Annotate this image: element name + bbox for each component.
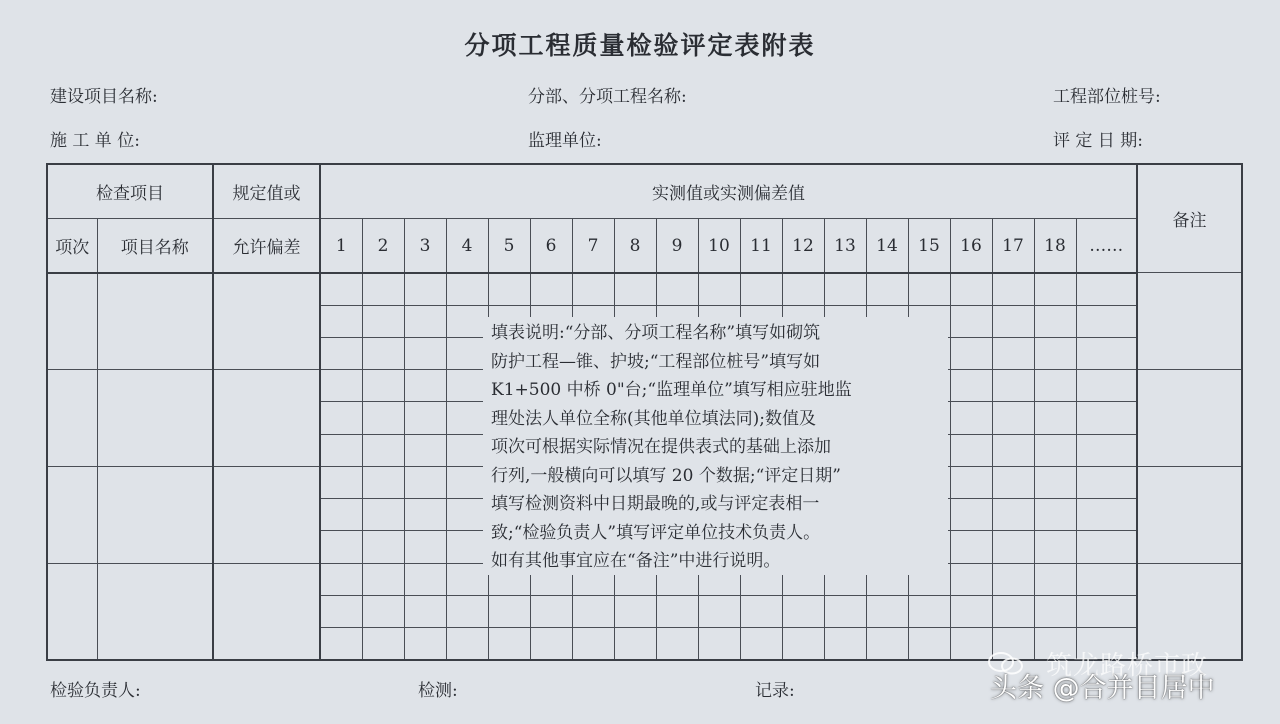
measured-value-cell[interactable] <box>908 273 950 305</box>
measured-value-cell[interactable] <box>488 595 530 627</box>
measured-value-cell[interactable] <box>782 273 824 305</box>
column-number: 8 <box>614 219 656 273</box>
spec-header-line2: 允许偏差 <box>213 219 320 273</box>
measured-value-cell[interactable] <box>1076 466 1137 498</box>
note-line: 致;“检验负责人”填写评定单位技术负责人。 <box>491 522 821 543</box>
measured-value-cell[interactable] <box>320 402 362 434</box>
eval-date-label: 评 定 日 期: <box>1053 131 1143 151</box>
measured-value-cell[interactable] <box>488 628 530 660</box>
note-line: 理处法人单位全称(其他单位填法同);数值及 <box>491 408 816 429</box>
measured-value-cell[interactable] <box>530 595 572 627</box>
measured-value-cell[interactable] <box>404 563 446 595</box>
item-no-cell[interactable] <box>47 370 97 467</box>
measured-value-cell[interactable] <box>362 402 404 434</box>
remarks-header: 备注 <box>1137 164 1242 273</box>
remarks-cell[interactable] <box>1137 273 1242 370</box>
column-number: 5 <box>488 219 530 273</box>
form-title: 分项工程质量检验评定表附表 <box>464 31 816 60</box>
measured-value-cell[interactable] <box>488 273 530 305</box>
measured-value-cell[interactable] <box>614 273 656 305</box>
measured-value-cell[interactable] <box>404 337 446 369</box>
measured-value-cell[interactable] <box>446 595 488 627</box>
column-number: 14 <box>866 219 908 273</box>
measured-value-cell[interactable] <box>1034 563 1076 595</box>
measured-value-cell[interactable] <box>950 466 992 498</box>
measured-value-cell[interactable] <box>824 273 866 305</box>
column-number: 11 <box>740 219 782 273</box>
measured-value-cell[interactable] <box>1076 402 1137 434</box>
column-number: …… <box>1076 219 1137 273</box>
measured-value-cell[interactable] <box>698 595 740 627</box>
measured-value-cell[interactable] <box>446 499 488 531</box>
spec-value-cell[interactable] <box>213 563 320 660</box>
measured-value-cell[interactable] <box>362 628 404 660</box>
measured-value-cell[interactable] <box>362 273 404 305</box>
measured-value-cell[interactable] <box>404 305 446 337</box>
measured-value-cell[interactable] <box>446 273 488 305</box>
item-no-cell[interactable] <box>47 466 97 563</box>
measured-value-cell[interactable] <box>362 531 404 563</box>
remarks-cell[interactable] <box>1137 466 1242 563</box>
measured-value-cell[interactable] <box>572 628 614 660</box>
column-number: 2 <box>362 219 404 273</box>
record-label: 记录: <box>755 681 795 701</box>
item-no-cell[interactable] <box>47 273 97 370</box>
item-no-header: 项次 <box>47 219 97 273</box>
measured-value-cell[interactable] <box>992 273 1034 305</box>
measured-value-cell[interactable] <box>572 595 614 627</box>
measured-value-cell[interactable] <box>782 595 824 627</box>
supervisor-label: 监理单位: <box>528 131 602 151</box>
measured-value-cell[interactable] <box>404 595 446 627</box>
note-line: 填表说明:“分部、分项工程名称”填写如砌筑 <box>491 323 821 343</box>
measured-value-cell[interactable] <box>950 595 992 627</box>
measured-value-cell[interactable] <box>656 273 698 305</box>
contractor-label: 施 工 单 位: <box>50 131 140 151</box>
column-number: 17 <box>992 219 1034 273</box>
measured-value-cell[interactable] <box>446 628 488 660</box>
measured-value-cell[interactable] <box>1034 402 1076 434</box>
item-name-cell[interactable] <box>97 273 213 370</box>
remarks-cell[interactable] <box>1137 370 1242 467</box>
measured-value-cell[interactable] <box>1076 434 1137 466</box>
measured-value-cell[interactable] <box>698 273 740 305</box>
note-line: 防护工程—锥、护坡;“工程部位桩号”填写如 <box>491 351 821 372</box>
column-number: 15 <box>908 219 950 273</box>
measured-value-cell[interactable] <box>1076 305 1137 337</box>
measured-value-cell[interactable] <box>1076 563 1137 595</box>
measured-value-cell[interactable] <box>362 305 404 337</box>
measured-value-cell[interactable] <box>446 402 488 434</box>
check-items-header: 检查项目 <box>47 164 213 219</box>
measured-header: 实测值或实测偏差值 <box>320 164 1137 219</box>
testing-label: 检测: <box>418 681 458 701</box>
measured-value-cell[interactable] <box>992 499 1034 531</box>
column-number: 7 <box>572 219 614 273</box>
measured-value-cell[interactable] <box>1076 595 1137 627</box>
measured-value-cell[interactable] <box>362 466 404 498</box>
note-line: 如有其他事宜应在“备注”中进行说明。 <box>491 551 781 571</box>
measured-value-cell[interactable] <box>362 434 404 466</box>
location-no-label: 工程部位桩号: <box>1053 87 1161 107</box>
note-line: K1+500 中桥 0"台;“监理单位”填写相应驻地监 <box>491 380 852 400</box>
measured-value-cell[interactable] <box>572 273 614 305</box>
measured-value-cell[interactable] <box>404 531 446 563</box>
column-number: 13 <box>824 219 866 273</box>
measured-value-cell[interactable] <box>824 628 866 660</box>
measured-value-cell[interactable] <box>362 370 404 402</box>
measured-value-cell[interactable] <box>950 402 992 434</box>
column-number: 4 <box>446 219 488 273</box>
column-number: 3 <box>404 219 446 273</box>
item-name-cell[interactable] <box>97 466 213 563</box>
measured-value-cell[interactable] <box>698 628 740 660</box>
spec-header-line1: 规定值或 <box>213 164 320 219</box>
measured-value-cell[interactable] <box>320 531 362 563</box>
measured-value-cell[interactable] <box>908 595 950 627</box>
measured-value-cell[interactable] <box>908 628 950 660</box>
measured-value-cell[interactable] <box>320 273 362 305</box>
measured-value-cell[interactable] <box>320 563 362 595</box>
measured-value-cell[interactable] <box>614 595 656 627</box>
measured-value-cell[interactable] <box>992 434 1034 466</box>
measured-value-cell[interactable] <box>1076 337 1137 369</box>
measured-value-cell[interactable] <box>824 595 866 627</box>
measured-value-cell[interactable] <box>992 305 1034 337</box>
measured-value-cell[interactable] <box>1034 337 1076 369</box>
measured-value-cell[interactable] <box>866 595 908 627</box>
measured-value-cell[interactable] <box>320 466 362 498</box>
measured-value-cell[interactable] <box>362 595 404 627</box>
measured-value-cell[interactable] <box>1034 595 1076 627</box>
measured-value-cell[interactable] <box>320 305 362 337</box>
measured-value-cell[interactable] <box>320 628 362 660</box>
column-number: 9 <box>656 219 698 273</box>
fill-instructions <box>483 317 948 575</box>
measured-value-cell[interactable] <box>950 305 992 337</box>
measured-value-cell[interactable] <box>992 337 1034 369</box>
measured-value-cell[interactable] <box>404 370 446 402</box>
item-name-header: 项目名称 <box>97 219 213 273</box>
column-number: 12 <box>782 219 824 273</box>
measured-value-cell[interactable] <box>530 628 572 660</box>
measured-value-cell[interactable] <box>446 434 488 466</box>
measured-value-cell[interactable] <box>1076 531 1137 563</box>
measured-value-cell[interactable] <box>320 370 362 402</box>
measured-value-cell[interactable] <box>1034 370 1076 402</box>
item-name-cell[interactable] <box>97 370 213 467</box>
inspector-label: 检验负责人: <box>50 681 141 701</box>
measured-value-cell[interactable] <box>446 563 488 595</box>
measured-value-cell[interactable] <box>404 628 446 660</box>
measured-value-cell[interactable] <box>656 595 698 627</box>
measured-value-cell[interactable] <box>320 434 362 466</box>
measured-value-cell[interactable] <box>1034 466 1076 498</box>
watermark-main-text: 头条 @合并目居中 <box>990 673 1215 704</box>
measured-value-cell[interactable] <box>992 563 1034 595</box>
table-row <box>47 273 1242 305</box>
measured-value-cell[interactable] <box>950 499 992 531</box>
measured-value-cell[interactable] <box>992 402 1034 434</box>
measured-value-cell[interactable] <box>530 273 572 305</box>
measured-value-cell[interactable] <box>950 370 992 402</box>
project-name-label: 建设项目名称: <box>50 87 158 107</box>
note-line: 填写检测资料中日期最晚的,或与评定表相一 <box>491 494 820 514</box>
measured-value-cell[interactable] <box>950 337 992 369</box>
measured-value-cell[interactable] <box>782 628 824 660</box>
measured-value-cell[interactable] <box>950 273 992 305</box>
measured-value-cell[interactable] <box>950 563 992 595</box>
column-number: 1 <box>320 219 362 273</box>
column-number: 10 <box>698 219 740 273</box>
measured-value-cell[interactable] <box>320 337 362 369</box>
column-number: 18 <box>1034 219 1076 273</box>
measured-value-cell[interactable] <box>1076 273 1137 305</box>
measured-value-cell[interactable] <box>362 499 404 531</box>
measured-value-cell[interactable] <box>446 370 488 402</box>
measured-value-cell[interactable] <box>320 595 362 627</box>
item-no-cell[interactable] <box>47 563 97 660</box>
measured-value-cell[interactable] <box>1034 434 1076 466</box>
measured-value-cell[interactable] <box>1034 531 1076 563</box>
spec-value-cell[interactable] <box>213 273 320 370</box>
measured-value-cell[interactable] <box>404 402 446 434</box>
measured-value-cell[interactable] <box>404 273 446 305</box>
note-line: 项次可根据实际情况在提供表式的基础上添加 <box>491 437 831 457</box>
measured-value-cell[interactable] <box>992 595 1034 627</box>
measured-value-cell[interactable] <box>362 563 404 595</box>
measured-value-cell[interactable] <box>404 434 446 466</box>
measured-value-cell[interactable] <box>740 595 782 627</box>
measured-value-cell[interactable] <box>992 370 1034 402</box>
measured-value-cell[interactable] <box>614 628 656 660</box>
item-name-cell[interactable] <box>97 563 213 660</box>
measured-value-cell[interactable] <box>740 273 782 305</box>
column-number: 16 <box>950 219 992 273</box>
measured-value-cell[interactable] <box>992 466 1034 498</box>
watermark-faint-text: 筑龙路桥市政 <box>1046 651 1209 681</box>
column-number: 6 <box>530 219 572 273</box>
subproject-name-label: 分部、分项工程名称: <box>528 87 687 107</box>
measured-value-cell[interactable] <box>950 434 992 466</box>
spec-value-cell[interactable] <box>213 370 320 467</box>
measured-value-cell[interactable] <box>362 337 404 369</box>
measured-value-cell[interactable] <box>446 337 488 369</box>
measured-value-cell[interactable] <box>1034 273 1076 305</box>
spec-value-cell[interactable] <box>213 466 320 563</box>
measured-value-cell[interactable] <box>866 628 908 660</box>
measured-value-cell[interactable] <box>992 531 1034 563</box>
measured-value-cell[interactable] <box>1076 370 1137 402</box>
measured-value-cell[interactable] <box>320 499 362 531</box>
measured-value-cell[interactable] <box>404 466 446 498</box>
measured-value-cell[interactable] <box>446 466 488 498</box>
measured-value-cell[interactable] <box>446 531 488 563</box>
measured-value-cell[interactable] <box>404 499 446 531</box>
measured-value-cell[interactable] <box>1076 499 1137 531</box>
measured-value-cell[interactable] <box>1034 305 1076 337</box>
measured-value-cell[interactable] <box>740 628 782 660</box>
measured-value-cell[interactable] <box>950 531 992 563</box>
measured-value-cell[interactable] <box>1034 499 1076 531</box>
note-line: 行列,一般横向可以填写 20 个数据;“评定日期” <box>491 465 841 486</box>
measured-value-cell[interactable] <box>656 628 698 660</box>
measured-value-cell[interactable] <box>866 273 908 305</box>
measured-value-cell[interactable] <box>446 305 488 337</box>
